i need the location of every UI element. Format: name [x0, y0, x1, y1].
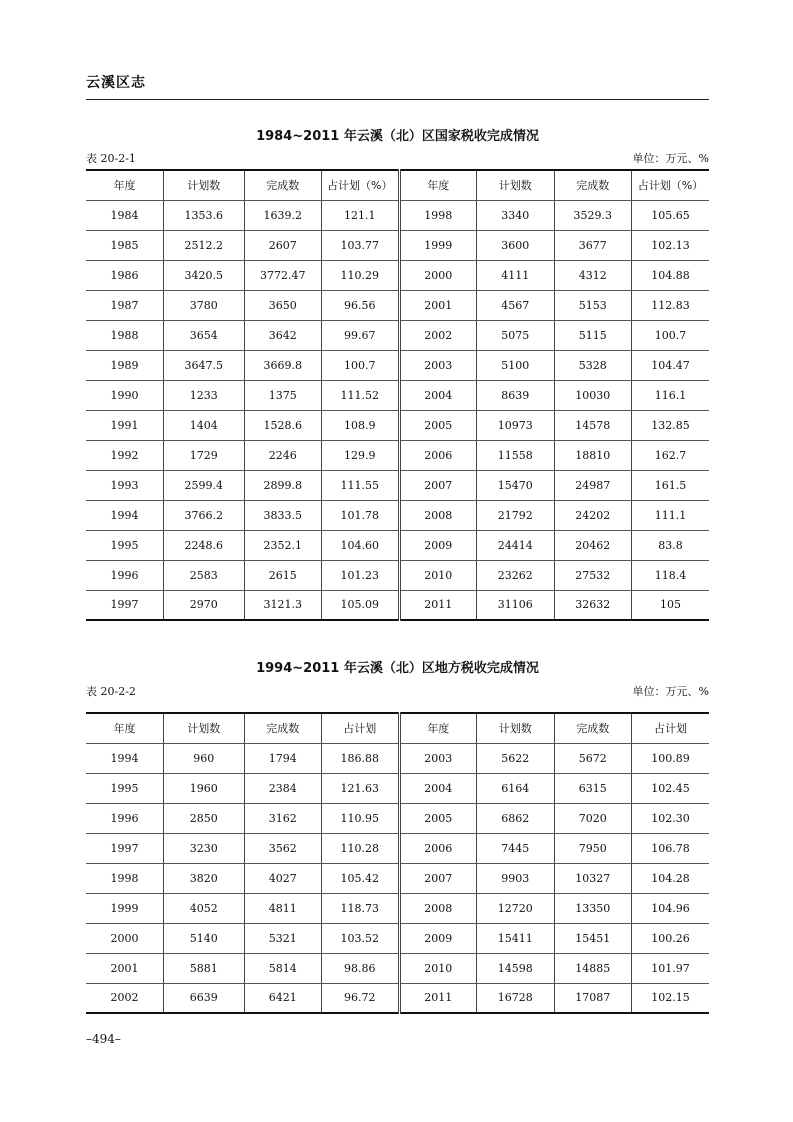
- table-cell: 1991: [86, 410, 163, 440]
- table-row: [86, 773, 709, 803]
- page-number: –494–: [86, 1032, 121, 1046]
- table-cell: 83.8: [631, 530, 709, 560]
- table-cell: 1233: [163, 380, 244, 410]
- table-cell: 101.23: [322, 560, 399, 590]
- table-cell: 4052: [163, 893, 244, 923]
- table-cell: 2850: [163, 803, 244, 833]
- table-cell: 2384: [244, 773, 321, 803]
- table-cell: 1729: [163, 440, 244, 470]
- table-cell: 2607: [244, 230, 321, 260]
- table-row: [86, 983, 709, 1013]
- table-row: [86, 410, 709, 440]
- table-cell: 100.7: [631, 320, 709, 350]
- table-cell: 2011: [399, 983, 476, 1013]
- table-row: [86, 893, 709, 923]
- table-cell: 110.29: [322, 260, 399, 290]
- table-cell: 2003: [399, 743, 476, 773]
- table-row: [86, 530, 709, 560]
- table-cell: 1404: [163, 410, 244, 440]
- table-row: [86, 833, 709, 863]
- table-cell: 5881: [163, 953, 244, 983]
- table-cell: 31106: [477, 590, 554, 620]
- table-cell: 186.88: [322, 743, 399, 773]
- table-cell: 15411: [477, 923, 554, 953]
- table-cell: 2352.1: [244, 530, 321, 560]
- table-cell: 5140: [163, 923, 244, 953]
- table-cell: 118.73: [322, 893, 399, 923]
- table-row: [86, 923, 709, 953]
- table-cell: 2001: [86, 953, 163, 983]
- table-cell: 102.13: [631, 230, 709, 260]
- table-header-row: [86, 170, 709, 200]
- table-cell: 2000: [86, 923, 163, 953]
- column-header: 完成数: [554, 713, 631, 743]
- table-cell: 2010: [399, 953, 476, 983]
- table-cell: 17087: [554, 983, 631, 1013]
- table1-meta: [86, 150, 709, 166]
- table-cell: 3647.5: [163, 350, 244, 380]
- table-cell: 1353.6: [163, 200, 244, 230]
- table-cell: 2006: [399, 440, 476, 470]
- table-cell: 1995: [86, 773, 163, 803]
- table-cell: 1999: [86, 893, 163, 923]
- table-cell: 105.09: [322, 590, 399, 620]
- table-cell: 105: [659, 598, 681, 612]
- column-header: 完成数: [244, 170, 321, 200]
- column-header: 计划数: [477, 713, 554, 743]
- table-cell: 7445: [477, 833, 554, 863]
- table-cell: 110.28: [322, 833, 399, 863]
- table-cell: 11558: [477, 440, 554, 470]
- table-cell: 161.5: [631, 470, 709, 500]
- running-header: 云溪区志: [86, 75, 146, 91]
- table-cell: 2899.8: [244, 470, 321, 500]
- table-cell: 102.45: [631, 773, 709, 803]
- table-cell: 2007: [399, 863, 476, 893]
- table-cell: 24202: [554, 500, 631, 530]
- table-row: [86, 500, 709, 530]
- table-cell: 111.55: [322, 470, 399, 500]
- table-cell: 10973: [477, 410, 554, 440]
- table-cell: 101.78: [322, 500, 399, 530]
- table-cell: 1996: [86, 803, 163, 833]
- table-cell: 2002: [86, 983, 163, 1013]
- table-row: [86, 803, 709, 833]
- table-cell: 1960: [163, 773, 244, 803]
- table-cell: 132.85: [631, 410, 709, 440]
- table-cell: 5328: [554, 350, 631, 380]
- table-cell: 2008: [399, 500, 476, 530]
- table-cell: 2615: [244, 560, 321, 590]
- table-cell: 99.67: [322, 320, 399, 350]
- table-cell: 100.89: [631, 743, 709, 773]
- table-cell: 15470: [477, 470, 554, 500]
- table1-title: 1984~2011 年云溪（北）区国家税收完成情况: [256, 129, 539, 144]
- table-cell: 105.65: [631, 200, 709, 230]
- table-cell: 5672: [554, 743, 631, 773]
- table-cell: 106.78: [631, 833, 709, 863]
- table-cell: 1996: [86, 560, 163, 590]
- local-tax-table: [86, 712, 709, 1014]
- table-cell: 1998: [399, 200, 476, 230]
- table-cell: 108.9: [322, 410, 399, 440]
- table-cell: 6421: [244, 983, 321, 1013]
- table-cell: 5814: [244, 953, 321, 983]
- table-cell: 14578: [554, 410, 631, 440]
- table2-label: 表 20-2-2: [86, 685, 136, 698]
- table-cell: 13350: [554, 893, 631, 923]
- table-cell: 10030: [554, 380, 631, 410]
- table-cell: 96.56: [322, 290, 399, 320]
- table-row: [86, 380, 709, 410]
- table-cell: 1984: [86, 200, 163, 230]
- table-cell: 2246: [244, 440, 321, 470]
- table-cell: 3820: [163, 863, 244, 893]
- table-cell: 116.1: [631, 380, 709, 410]
- table-cell: 10327: [554, 863, 631, 893]
- table-row: [86, 290, 709, 320]
- table-cell: 3654: [163, 320, 244, 350]
- table-cell: 111.1: [631, 500, 709, 530]
- header-rule: [86, 99, 709, 100]
- table-cell: 5321: [244, 923, 321, 953]
- table-cell: 3833.5: [244, 500, 321, 530]
- table-cell: 3650: [244, 290, 321, 320]
- table-cell: 96.72: [322, 983, 399, 1013]
- table-cell: 5115: [554, 320, 631, 350]
- table-cell: 960: [163, 743, 244, 773]
- table-cell: 18810: [554, 440, 631, 470]
- table-cell: 2000: [399, 260, 476, 290]
- table-cell: 2011: [399, 590, 476, 620]
- table-cell: 104.96: [631, 893, 709, 923]
- table-cell: 2005: [399, 410, 476, 440]
- table-cell: 3772.47: [244, 260, 321, 290]
- table-cell: 112.83: [631, 290, 709, 320]
- table-cell: 7950: [554, 833, 631, 863]
- table-cell: 103.77: [322, 230, 399, 260]
- table-cell: 1988: [86, 320, 163, 350]
- table-cell: 103.52: [322, 923, 399, 953]
- table-cell: 110.95: [322, 803, 399, 833]
- table-cell: 5622: [477, 743, 554, 773]
- table-header-row: [86, 713, 709, 743]
- table-cell: 12720: [477, 893, 554, 923]
- table-cell: 1794: [244, 743, 321, 773]
- table-cell: 6164: [477, 773, 554, 803]
- column-header: 计划数: [477, 170, 554, 200]
- table1-label: 表 20-2-1: [86, 152, 136, 165]
- table-cell: 9903: [477, 863, 554, 893]
- table-cell: 2009: [399, 530, 476, 560]
- table2-unit: 单位：万元、%: [632, 685, 709, 698]
- table-cell: 3780: [163, 290, 244, 320]
- column-header: 年度: [86, 170, 163, 200]
- table-cell: 2004: [399, 380, 476, 410]
- table-cell: 102.15: [651, 991, 690, 1005]
- table-row: [86, 590, 709, 620]
- table-cell: 6315: [554, 773, 631, 803]
- table-cell: 111.52: [322, 380, 399, 410]
- table-cell: 27532: [554, 560, 631, 590]
- table-cell: 5075: [477, 320, 554, 350]
- table-cell: 3420.5: [163, 260, 244, 290]
- table-row: [86, 200, 709, 230]
- table-cell: 162.7: [631, 440, 709, 470]
- table-cell: 5100: [477, 350, 554, 380]
- table-cell: 1997: [86, 590, 163, 620]
- table-cell: 15451: [554, 923, 631, 953]
- table-cell: 24987: [554, 470, 631, 500]
- table-row: [86, 953, 709, 983]
- table-cell: 3600: [477, 230, 554, 260]
- table-cell: 118.4: [631, 560, 709, 590]
- table-cell: 2004: [399, 773, 476, 803]
- table-cell: 98.86: [322, 953, 399, 983]
- table-cell: 4027: [244, 863, 321, 893]
- table-row: [86, 863, 709, 893]
- column-header: 年度: [86, 713, 163, 743]
- table-cell: 121.63: [322, 773, 399, 803]
- table-cell: 1992: [86, 440, 163, 470]
- table-cell: 14598: [477, 953, 554, 983]
- column-header: 完成数: [244, 713, 321, 743]
- table-cell: 1987: [86, 290, 163, 320]
- table-cell: 100.7: [322, 350, 399, 380]
- table-cell: 1998: [86, 863, 163, 893]
- table-cell: 21792: [477, 500, 554, 530]
- table-cell: 2970: [163, 590, 244, 620]
- table-cell: 1989: [86, 350, 163, 380]
- table2-title: 1994~2011 年云溪（北）区地方税收完成情况: [256, 661, 539, 676]
- table-cell: 1999: [399, 230, 476, 260]
- table-cell: 2010: [399, 560, 476, 590]
- table-cell: 3162: [244, 803, 321, 833]
- table-cell: 3121.3: [244, 590, 321, 620]
- table-cell: 6862: [477, 803, 554, 833]
- table-cell: 3642: [244, 320, 321, 350]
- table-cell: 14885: [554, 953, 631, 983]
- table-cell: 20462: [554, 530, 631, 560]
- table-cell: 4111: [477, 260, 554, 290]
- table-cell: 5153: [554, 290, 631, 320]
- table-cell: 4312: [554, 260, 631, 290]
- column-header: 占计划: [322, 713, 399, 743]
- table-cell: 1997: [86, 833, 163, 863]
- table-cell: 2007: [399, 470, 476, 500]
- table-cell: 2005: [399, 803, 476, 833]
- table-cell: 104.47: [631, 350, 709, 380]
- table-cell: 104.88: [631, 260, 709, 290]
- table-cell: 3340: [477, 200, 554, 230]
- table-cell: 23262: [477, 560, 554, 590]
- table-row: [86, 743, 709, 773]
- table-cell: 104.28: [631, 863, 709, 893]
- table-cell: 32632: [554, 590, 631, 620]
- table-cell: 100.26: [631, 923, 709, 953]
- table-row: [86, 440, 709, 470]
- table-cell: 1994: [86, 743, 163, 773]
- table-cell: 121.1: [322, 200, 399, 230]
- table-cell: 1528.6: [244, 410, 321, 440]
- table-row: [86, 470, 709, 500]
- table-cell: 7020: [554, 803, 631, 833]
- table-cell: 1985: [86, 230, 163, 260]
- table-cell: 3669.8: [244, 350, 321, 380]
- table-cell: 3562: [244, 833, 321, 863]
- table2-meta: [86, 683, 709, 699]
- table-cell: 129.9: [322, 440, 399, 470]
- table-row: [86, 320, 709, 350]
- column-header: 计划数: [163, 713, 244, 743]
- table-cell: 2008: [399, 893, 476, 923]
- table-cell: 4811: [244, 893, 321, 923]
- table-cell: 6639: [163, 983, 244, 1013]
- column-header: 年度: [399, 713, 476, 743]
- column-header: 占计划: [631, 713, 709, 743]
- table1-unit: 单位：万元、%: [632, 152, 709, 165]
- table-cell: 102.30: [631, 803, 709, 833]
- table-cell: 3766.2: [163, 500, 244, 530]
- table-cell: 3230: [163, 833, 244, 863]
- column-header: 占计划（%）: [631, 170, 709, 200]
- table-cell: 1993: [86, 470, 163, 500]
- table-cell: 2003: [399, 350, 476, 380]
- table-row: [86, 350, 709, 380]
- table-cell: 1995: [86, 530, 163, 560]
- table-row: [86, 260, 709, 290]
- national-tax-table: [86, 169, 709, 621]
- table-cell: 1994: [86, 500, 163, 530]
- table-cell: 2599.4: [163, 470, 244, 500]
- table-cell: 104.60: [322, 530, 399, 560]
- table-cell: 3677: [554, 230, 631, 260]
- column-header: 占计划（%）: [322, 170, 399, 200]
- table-cell: 105.42: [322, 863, 399, 893]
- table-row: [86, 560, 709, 590]
- table-cell: 2248.6: [163, 530, 244, 560]
- table-cell: 2009: [399, 923, 476, 953]
- table-cell: 2002: [399, 320, 476, 350]
- table-cell: 1639.2: [244, 200, 321, 230]
- table-cell: 1375: [244, 380, 321, 410]
- table-cell: 2512.2: [163, 230, 244, 260]
- table-cell: 24414: [477, 530, 554, 560]
- table-cell: 4567: [477, 290, 554, 320]
- table-cell: 1986: [86, 260, 163, 290]
- column-header: 完成数: [554, 170, 631, 200]
- table-cell: 2583: [163, 560, 244, 590]
- table-row: [86, 230, 709, 260]
- table-cell: 2006: [399, 833, 476, 863]
- column-header: 年度: [399, 170, 476, 200]
- table-cell: 101.97: [631, 953, 709, 983]
- column-header: 计划数: [163, 170, 244, 200]
- table-cell: 2001: [399, 290, 476, 320]
- table-cell: 8639: [477, 380, 554, 410]
- table-cell: 16728: [477, 983, 554, 1013]
- table-cell: 3529.3: [554, 200, 631, 230]
- table-cell: 1990: [86, 380, 163, 410]
